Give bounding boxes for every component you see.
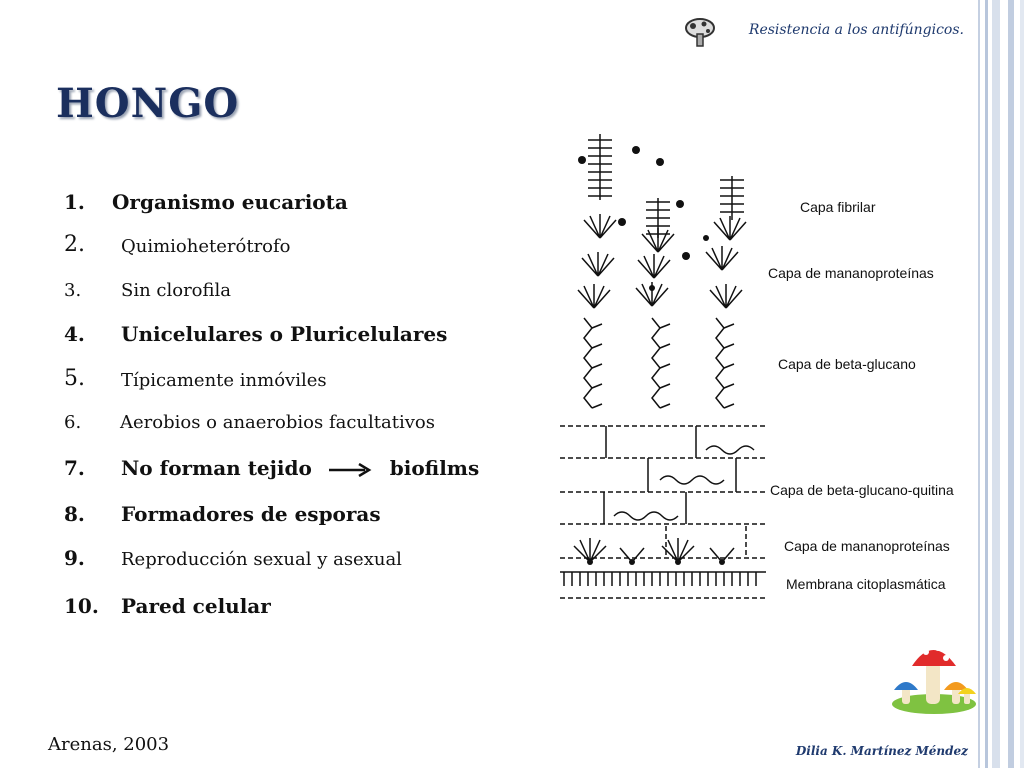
fibril-strand xyxy=(720,176,744,220)
list-item-text xyxy=(121,456,479,480)
list-item-number: 10. xyxy=(64,594,99,618)
diagram-label-beta-glucan-chitin: Capa de beta-glucano-quitina xyxy=(770,482,954,498)
mushrooms-illustration xyxy=(886,632,982,718)
list-item-number: 1. xyxy=(64,190,85,214)
list-item-text-after-arrow: biofilms xyxy=(389,456,480,480)
cytoplasmic-membrane xyxy=(560,572,766,598)
header-subtitle: Resistencia a los antifúngicos. xyxy=(748,22,964,38)
inner-mannoprotein-layer xyxy=(560,526,766,562)
diagram-label-mannoprotein: Capa de mananoproteínas xyxy=(768,265,934,281)
fungus-logo-icon xyxy=(680,14,720,48)
mannoprotein-fans xyxy=(578,214,746,308)
cell-wall-diagram xyxy=(556,128,776,608)
list-item-number: 4. xyxy=(64,322,85,346)
beta-glucan-chains xyxy=(584,318,734,408)
author-signature: Dilia K. Martínez Méndez xyxy=(795,744,968,758)
list-item-text: Típicamente inmóviles xyxy=(121,370,327,391)
list-item-text: Organismo eucariota xyxy=(112,190,348,214)
diagram-label-fibrillar: Capa fibrilar xyxy=(800,199,876,215)
diagram-label-membrane: Membrana citoplasmática xyxy=(786,576,946,592)
diagram-label-beta-glucan: Capa de beta-glucano xyxy=(778,356,916,372)
beta-glucan-chitin-layer xyxy=(560,426,766,524)
list-item-text: Formadores de esporas xyxy=(121,502,381,526)
list-item-text: Aerobios o anaerobios facultativos xyxy=(120,412,435,433)
list-item-number: 8. xyxy=(64,502,85,526)
list-item-number: 7. xyxy=(64,456,85,480)
list-item xyxy=(64,594,271,618)
list-item xyxy=(64,412,435,433)
list-item-text: Pared celular xyxy=(121,594,271,618)
diagram-label-inner-mannoprotein: Capa de mananoproteínas xyxy=(784,538,950,554)
list-item-text: Quimioheterótrofo xyxy=(121,236,291,257)
list-item-text: Sin clorofila xyxy=(121,280,232,301)
list-item xyxy=(64,546,402,570)
list-item xyxy=(64,502,381,526)
citation: Arenas, 2003 xyxy=(48,734,170,755)
page-title: HONGO xyxy=(56,80,240,127)
list-item-number: 5. xyxy=(64,366,85,391)
list-item xyxy=(64,280,232,301)
membrane-dots xyxy=(587,559,725,565)
list-item xyxy=(64,322,448,346)
list-item xyxy=(64,456,480,480)
list-item-text-before-arrow: No forman tejido xyxy=(121,456,312,480)
list-item-text: Reproducción sexual y asexual xyxy=(121,549,402,570)
list-item-number: 2. xyxy=(64,232,85,257)
list-item-number: 3. xyxy=(64,280,82,301)
list-item xyxy=(64,232,291,257)
list-item xyxy=(64,366,327,391)
brick-dividers xyxy=(604,426,754,524)
list-item-number: 6. xyxy=(64,412,82,433)
fibril-strand xyxy=(588,134,612,200)
list-item-number: 9. xyxy=(64,546,85,570)
list-item-text: Unicelulares o Pluricelulares xyxy=(121,322,448,346)
arrow-right-icon xyxy=(329,463,373,477)
list-item xyxy=(64,190,348,214)
